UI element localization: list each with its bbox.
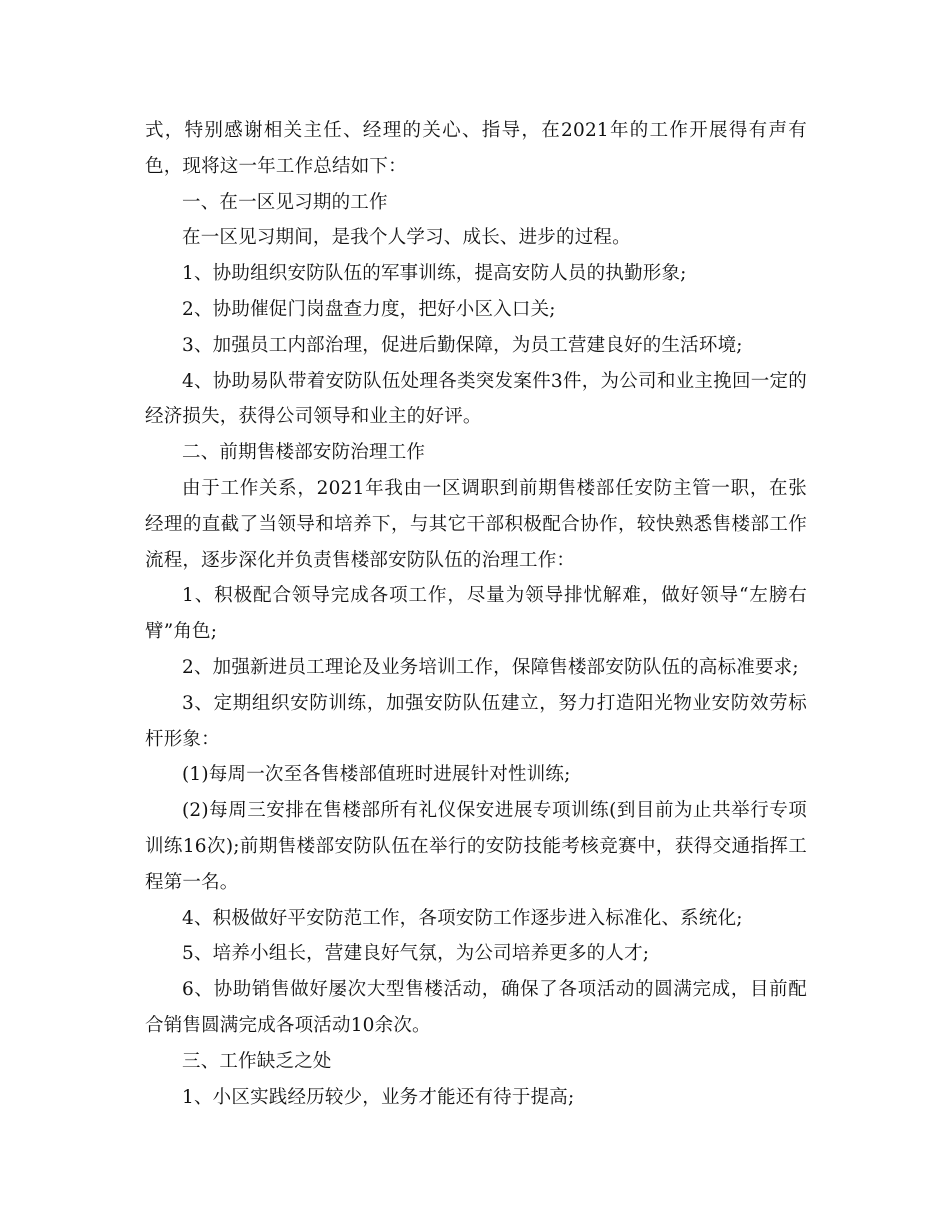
section-heading-2: 二、前期售楼部安防治理工作 (182, 442, 426, 464)
paragraph-intro: 式，特别感谢相关主任、经理的关心、指导，在2021年的工作开展得有声有色，现将这一年工作总结如下： (145, 120, 807, 177)
list-item: 3、定期组织安防训练，加强安防队伍建立，努力打造阳光物业安防效劳标杆形象： (145, 692, 807, 750)
list-item: 4、协助易队带着安防队伍处理各类突发案件3件，为公司和业主挽回一定的经济损失，获得公司领导和业主的好评。 (145, 370, 807, 428)
sub-list-item: (2)每周三安排在售楼部所有礼仪保安进展专项训练(到目前为止共举行专项训练16次);前期售楼部安防队伍在举行的安防技能考核竞赛中，获得交通指挥工程第一名。 (145, 800, 807, 893)
list-item: 6、协助销售做好屡次大型售楼活动，确保了各项活动的圆满完成，目前配合销售圆满完成各项活动10余次。 (145, 979, 807, 1036)
list-item: 2、协助催促门岗盘查力度，把好小区入口关; (182, 298, 556, 320)
list-item: 1、积极配合领导完成各项工作，尽量为领导排忧解难，做好领导“左膀右臂”角色; (145, 585, 807, 643)
list-item: 1、小区实践经历较少，业务才能还有待于提高; (182, 1086, 575, 1108)
section-heading-1: 一、在一区见习期的工作 (182, 191, 388, 213)
document-body (145, 113, 807, 1115)
list-item: 1、协助组织安防队伍的军事训练，提高安防人员的执勤形象; (182, 263, 687, 285)
list-item: 5、培养小组长，营建良好气氛，为公司培养更多的人才; (182, 943, 650, 965)
list-item: 4、积极做好平安防范工作，各项安防工作逐步进入标准化、系统化; (182, 907, 743, 929)
list-item: 2、加强新进员工理论及业务培训工作，保障售楼部安防队伍的高标准要求; (182, 656, 799, 678)
section-heading-3: 三、工作缺乏之处 (182, 1050, 332, 1072)
paragraph: 在一区见习期间，是我个人学习、成长、进步的过程。 (182, 227, 631, 249)
paragraph: 由于工作关系，2021年我由一区调职到前期售楼部任安防主管一职，在张经理的直截了当领导和培养下，与其它干部积极配合协作，较快熟悉售楼部工作流程，逐步深化并负责售楼部安防队伍的治理工作： (145, 477, 807, 571)
list-item: 3、加强员工内部治理，促进后勤保障，为员工营建良好的生活环境; (182, 334, 743, 356)
sub-list-item: (1)每周一次至各售楼部值班时进展针对性训练; (182, 764, 571, 786)
